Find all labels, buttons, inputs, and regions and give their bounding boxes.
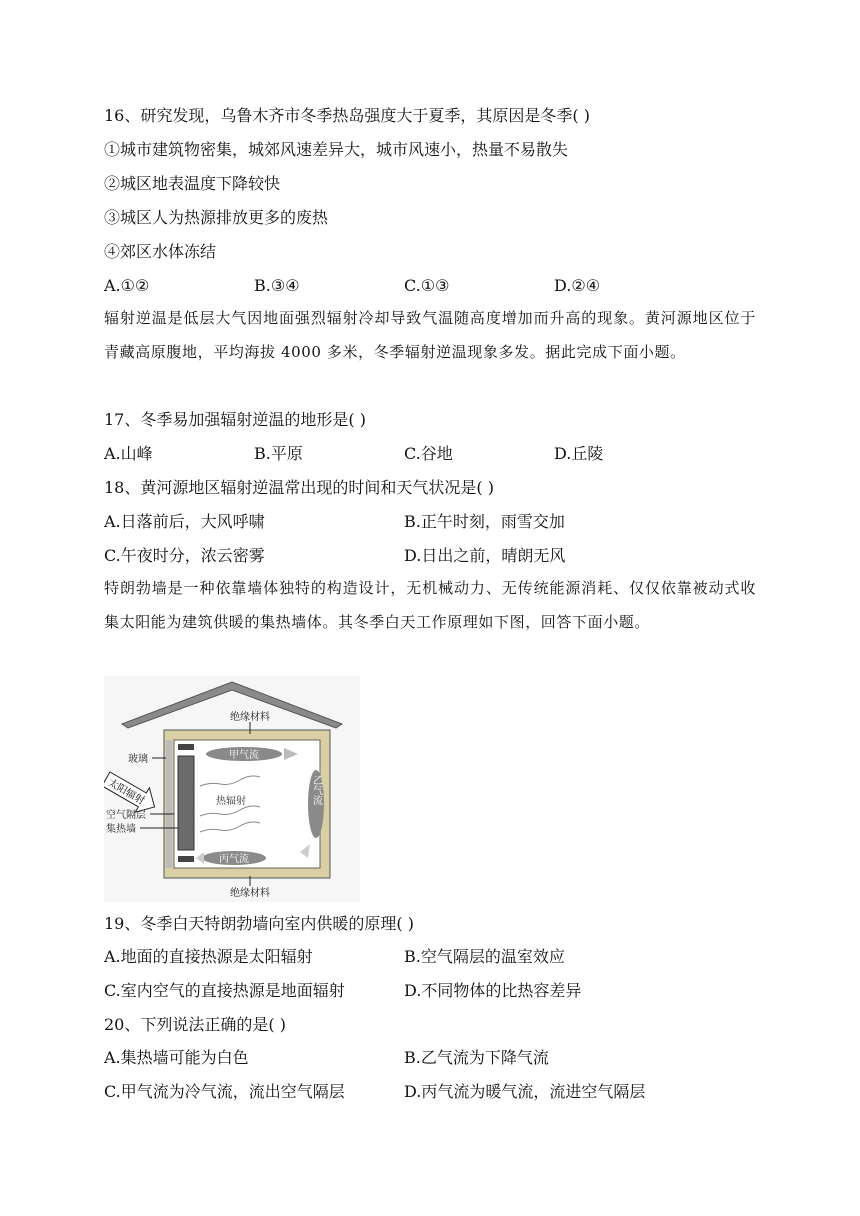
q16-option-b: B.③④ <box>254 276 300 295</box>
q16-stem: 16、研究发现，乌鲁木齐市冬季热岛强度大于夏季，其原因是冬季( ) <box>104 106 590 125</box>
q20-stem: 20、下列说法正确的是( ) <box>104 1015 286 1034</box>
q16-item-1: ①城市建筑物密集，城郊风速差异大，城市风速小，热量不易散失 <box>104 140 569 159</box>
q16-option-c: C.①③ <box>404 276 450 295</box>
q18-option-a: A.日落前后，大风呼啸 <box>104 512 265 531</box>
q17-option-a: A.山峰 <box>104 444 153 463</box>
q16-option-d: D.②④ <box>554 276 601 295</box>
q16-item-3: ③城区人为热源排放更多的废热 <box>104 208 329 227</box>
air-layer-label: 空气隔层 <box>106 810 146 821</box>
lower-vent <box>178 856 194 862</box>
heat-wall-label: 集热墙 <box>106 824 136 835</box>
q19-option-d: D.不同物体的比热容差异 <box>404 981 582 1000</box>
q16-item-2: ②城区地表温度下降较快 <box>104 174 281 193</box>
solar-radiation-label: 太阳辐射 <box>105 777 147 807</box>
q16-option-a: A.①② <box>104 276 150 295</box>
q17-option-b: B.平原 <box>254 444 303 463</box>
glass-pane <box>166 740 172 868</box>
q16-item-4: ④郊区水体冻结 <box>104 242 217 261</box>
q18-option-c: C.午夜时分，浓云密雾 <box>104 546 265 565</box>
q18-stem: 18、黄河源地区辐射逆温常出现的时间和天气状况是( ) <box>104 478 494 497</box>
flow-c-label: 丙气流 <box>219 854 249 865</box>
heat-collecting-wall <box>178 756 194 850</box>
flow-b-label: 乙气流 <box>310 775 322 805</box>
q18-option-b: B.正午时刻，雨雪交加 <box>404 512 565 531</box>
passage-trombe-wall: 特朗勃墙是一种依靠墙体独特的构造设计，无机械动力、无传统能源消耗、仅仅依靠被动式收集太阳能为建筑供暖的集热墙体。其冬季白天工作原理如下图，回答下面小题。 <box>104 579 756 631</box>
trombe-wall-diagram <box>104 676 360 902</box>
q19-option-a: A.地面的直接热源是太阳辐射 <box>104 947 313 966</box>
flow-a-label: 甲气流 <box>229 750 259 761</box>
q17-option-c: C.谷地 <box>404 444 453 463</box>
heat-radiation-label: 热辐射 <box>216 796 246 807</box>
insulation-bottom-label: 绝缘材料 <box>230 888 270 899</box>
insulation-top-label: 绝缘材料 <box>230 712 270 723</box>
q19-option-b: B.空气隔层的温室效应 <box>404 947 565 966</box>
q20-option-b: B.乙气流为下降气流 <box>404 1048 549 1067</box>
q20-option-a: A.集热墙可能为白色 <box>104 1048 249 1067</box>
q17-option-d: D.丘陵 <box>554 444 604 463</box>
passage-radiation-inversion: 辐射逆温是低层大气因地面强烈辐射冷却导致气温随高度增加而升高的现象。黄河源地区位于青藏高原腹地，平均海拔 4000 多米，冬季辐射逆温现象多发。据此完成下面小题。 <box>104 309 756 361</box>
q19-stem: 19、冬季白天特朗勃墙向室内供暖的原理( ) <box>104 914 414 933</box>
q18-option-d: D.日出之前，晴朗无风 <box>404 546 566 565</box>
glass-label: 玻璃 <box>128 754 148 765</box>
q17-stem: 17、冬季易加强辐射逆温的地形是( ) <box>104 410 366 429</box>
upper-vent <box>178 744 194 750</box>
q20-option-d: D.丙气流为暖气流，流进空气隔层 <box>404 1082 646 1101</box>
q20-option-c: C.甲气流为冷气流，流出空气隔层 <box>104 1082 345 1101</box>
q19-option-c: C.室内空气的直接热源是地面辐射 <box>104 981 345 1000</box>
